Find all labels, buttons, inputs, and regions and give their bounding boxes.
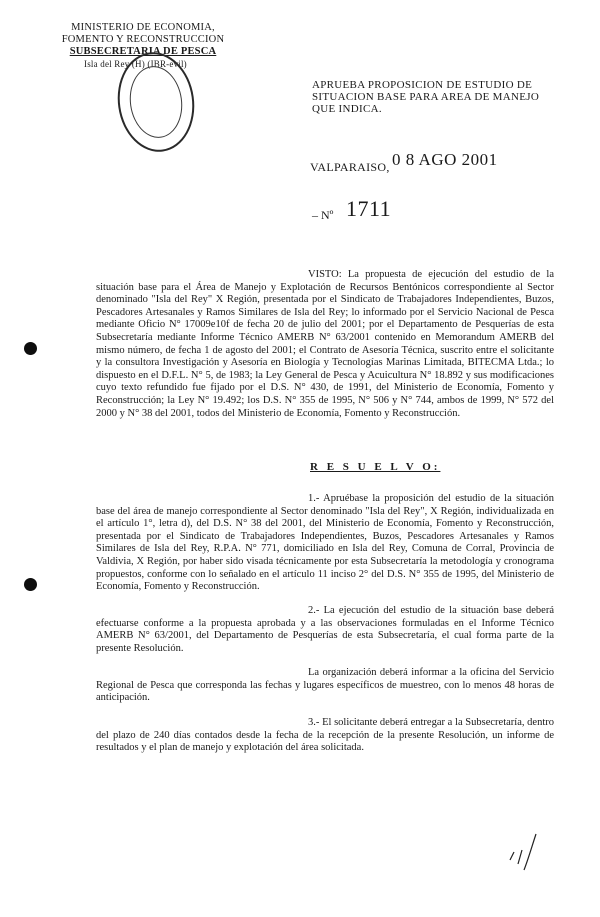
resuelvo-heading: R E S U E L V O: [310,461,441,473]
punch-hole-bottom [24,578,37,591]
article-1 [96,493,554,594]
visto-text: VISTO: La propuesta de ejecución del estudio de la situación base para el Área de Manejo y Explotación de Recursos Bentónicos correspondiente al Sector denominado "Isla del Rey" X Región, presentada por el Sindicato de Trabajadores Independientes, Buzos, Pescadores Artesanales y Ramos Similares de Isla del Rey; lo informado por el Servicio Nacional de Pesca mediante Oficio N° 17009e10f de fecha 20 de julio del 2001; por el Departamento de Pesquerías de esta Subsecretaría mediante Informe Técnico AMERB N° 63/2001 contenido en Memorandum AMERB del mismo número, de fecha 1 de agosto del 2001; el Contrato de Asesoría Técnica, suscrito entre el solicitante y la consultora Investigación y Asesoría en Biología y Tecnologías Marinas Limitada, BITECMA Ltda.; lo dispuesto en el D.F.L. N° 5, de 1983; la Ley General de Pesca y Acuicultura N° 18.892 y sus modificaciones cuyo texto refundido fue fijado por el D.S. N° 430, de 1991, del Ministerio de Economía, Fomento y Reconstrucción; la Ley N° 19.492; los D.S. N° 355 de 1995, N° 506 y N° 744, ambos de 1999, N° 572 del 2000 y N° 38 del 2001, todos del Ministerio de Economía, Fomento y Reconstrucción. [96,269,554,419]
article-1-text: 1.- Apruébase la proposición del estudio de la situación base del área de manejo correspondiente al Sector denominado "Isla del Rey", X Región, individualizada en el artículo 1°, letra d), del D.S. N° 38 del 2001, del Ministerio de Economía, Fomento y Reconstrucción, presentada por el Sindicato de Trabajadores Independientes, Buzos, Pescadores Artesanales y Ramos Similares de Isla del Rey, R.P.A. N° 771, domiciliado en Isla del Rey, Comuna de Corral, Provincia de Valdivia, X Región, por haber sido visada técnicamente por esta Subsecretaría la metodología y cronograma propuestos, conforme con lo señalado en el artículo 11 inciso 2° del D.S. N° 355 de 1995, del Ministerio de Economía, Fomento y Reconstrucción. [96,493,554,593]
punch-hole-top [24,342,37,355]
letterhead-subsecretaria: SUBSECRETARIA DE PESCA [69,46,217,57]
seal-inner-ring [125,63,187,142]
resolution-subject: APRUEBA PROPOSICION DE ESTUDIO DE SITUACION BASE PARA AREA DE MANEJO QUE INDICA. [312,79,540,115]
article-2 [96,605,554,655]
initials-signature [506,830,540,874]
article-2b-text: La organización deberá informar a la oficina del Servicio Regional de Pesca que corresponda las fechas y lugares específicos de muestreo, con lo menos 48 horas de anticipación. [96,667,554,704]
resolution-number: 1711 [346,196,392,221]
article-3 [96,717,554,755]
place: VALPARAISO, [310,160,390,174]
article-2-text: 2.- La ejecución del estudio de la situación base deberá efectuarse conforme a la propuesta aprobada y a las observaciones formuladas en el Informe Técnico AMERB N° 63/2001, del Departamento de Pesquerías de esta Subsecretaría, el cual forma parte de la presente Resolución. [96,605,554,654]
visto-paragraph [96,269,554,420]
letterhead-ministry-2: FOMENTO Y RECONSTRUCCION [61,34,225,45]
date-stamp: 0 8 AGO 2001 [392,150,498,169]
letterhead-ministry: MINISTERIO DE ECONOMIA, [71,22,215,33]
article-2-second-paragraph [96,667,554,705]
article-3-text: 3.- El solicitante deberá entregar a la Subsecretaría, dentro del plazo de 240 días contados desde la fecha de la recepción de la presente Resolución, un informe de resultados y el plan de manejo y explotación del área solicitada. [96,717,554,754]
resolution-number-prefix: – Nº [312,208,334,222]
letterhead-reference: Isla del Rey (H) (IBR-evil) [84,59,187,69]
